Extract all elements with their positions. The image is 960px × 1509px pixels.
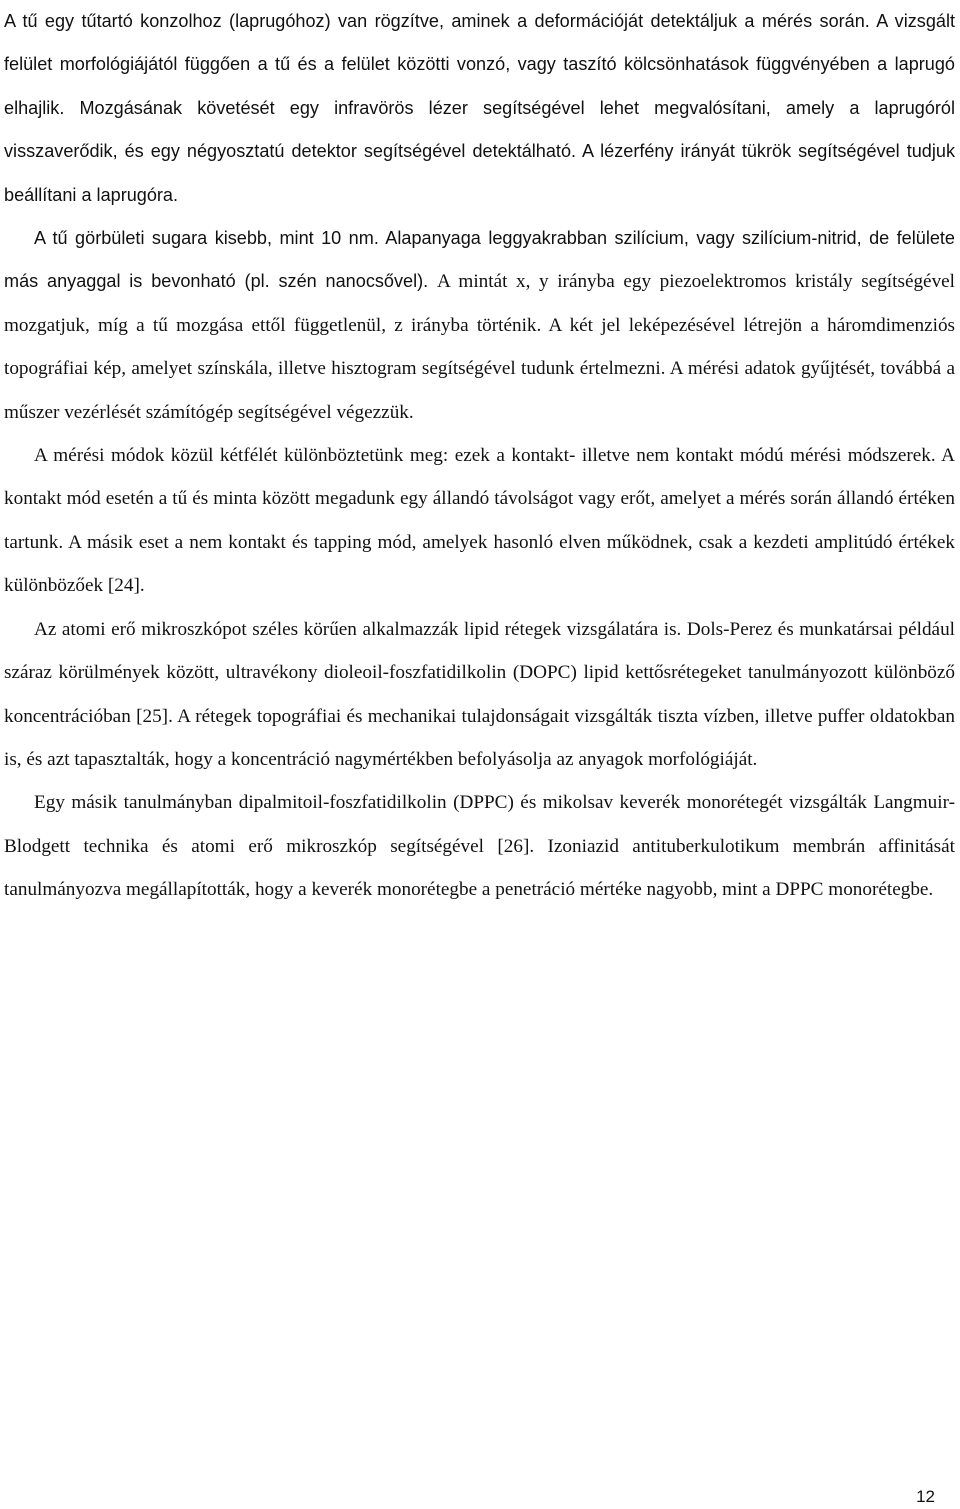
paragraph-2-text-sans: A tű görbületi sugara kisebb, mint 10 nm. Alapanyaga leggyakrabban szilícium, vagy szilícium-nitrid, de felülete más anyaggal is bevonható (pl. szén nanocsővel). — [4, 228, 955, 292]
paragraph-dppc-study — [4, 781, 955, 911]
paragraph-measurement-modes — [4, 434, 955, 608]
paragraph-afm-tip — [4, 217, 955, 434]
paragraph-lipid-layers — [4, 608, 955, 782]
page-number: 12 — [916, 1487, 935, 1506]
paragraph-afm-cantilever — [4, 0, 955, 217]
paragraph-4-text: Az atomi erő mikroszkópot széles körűen alkalmazzák lipid rétegek vizsgálatára is. Dols-Perez és munkatársai például száraz körülmények között, ultravékony dioleoil-foszfatidilkolin (DOPC) lipid kettősrétegeket tanulmányozott különböző koncentrációban [25]. A rétegek topográfiai és mechanikai tulajdonságait vizsgálták tiszta vízben, illetve puffer oldatokban is, és azt tapasztalták, hogy a koncentráció nagymértékben befolyásolja az anyagok morfológiáját. — [4, 618, 955, 770]
paragraph-1-text: A tű egy tűtartó konzolhoz (laprugóhoz) van rögzítve, aminek a deformációját detektáljuk a mérés során. A vizsgált felület morfológiájától függően a tű és a felület közötti vonzó, vagy taszító kölcsönhatások függvényében a laprugó elhajlik. Mozgásának követését egy infravörös lézer segítségével lehet megvalósítani, amely a laprugóról visszaverődik, és egy négyosztatú detektor segítségével detektálható. A lézerfény irányát tükrök segítségével tudjuk beállítani a laprugóra. — [4, 11, 955, 205]
paragraph-2-text-serif: A mintát x, y irányba egy piezoelektromos kristály segítségével mozgatjuk, míg a tű mozgása ettől függetlenül, z irányba történik. A két jel leképezésével létrejön a háromdimenziós topográfiai kép, amelyet színskála, illetve hisztogram segítségével tudunk értelmezni. A mérési adatok gyűjtését, továbbá a műszer vezérlését számítógép segítségével végezzük. — [4, 271, 956, 423]
paragraph-3-text: A mérési módok közül kétfélét különböztetünk meg: ezek a kontakt- illetve nem kontakt módú mérési módszerek. A kontakt mód esetén a tű és minta között megadunk egy állandó távolságot vagy erőt, amelyet a mérés során állandó értéken tartunk. A másik eset a nem kontakt és tapping mód, amelyek hasonló elven működnek, csak a kezdeti amplitúdó értékek különbözőek [24]. — [4, 445, 955, 597]
paragraph-5-text: Egy másik tanulmányban dipalmitoil-foszfatidilkolin (DPPC) és mikolsav keverék monorétegét vizsgálták Langmuir-Blodgett technika és atomi erő mikroszkóp segítségével [26]. Izoniazid antituberkulotikum membrán affinitását tanulmányozva megállapították, hogy a keverék monorétegbe a penetráció mértéke nagyobb, mint a DPPC monorétegbe. — [4, 792, 955, 901]
document-body — [4, 0, 955, 912]
